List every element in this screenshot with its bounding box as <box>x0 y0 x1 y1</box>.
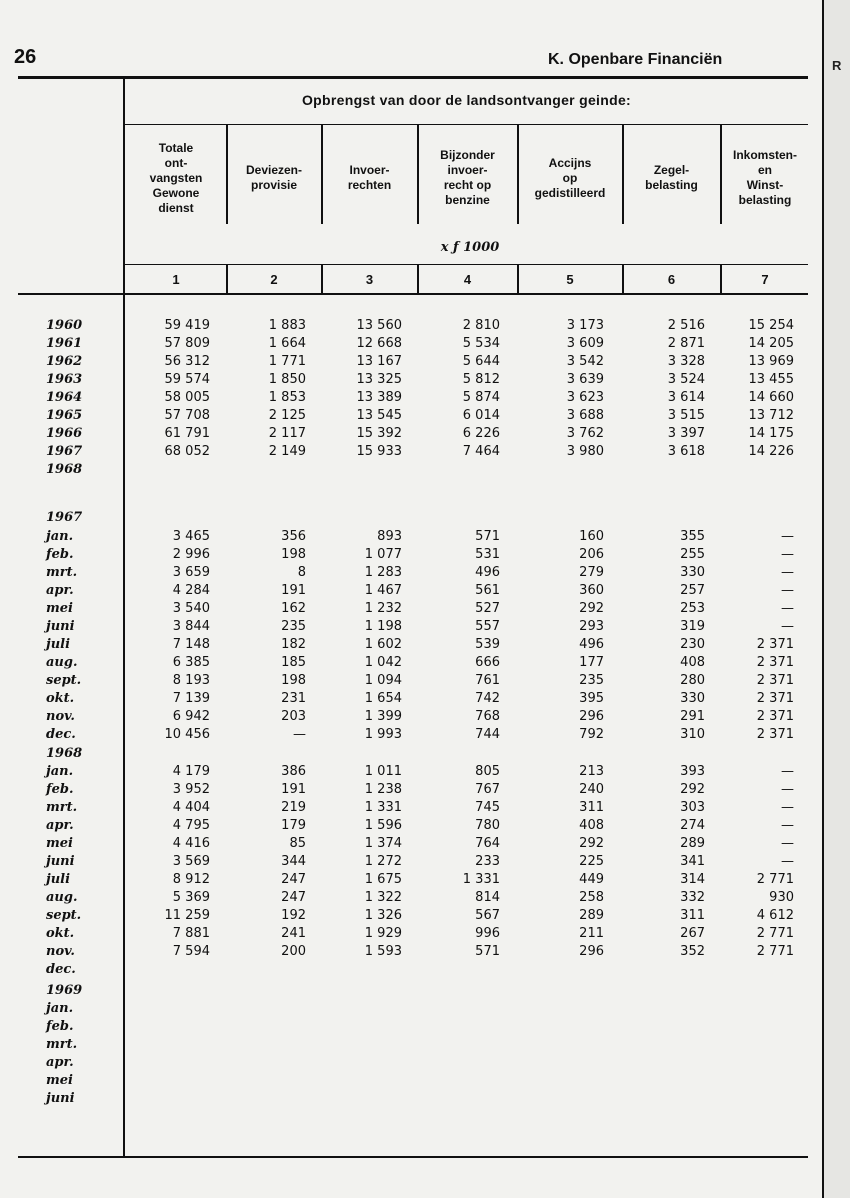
row-label: 1964 <box>46 390 83 405</box>
table-cell: 1 654 <box>364 691 402 706</box>
table-cell: 162 <box>281 601 306 616</box>
table-cell: 386 <box>281 764 306 779</box>
table-cell: 1 675 <box>364 872 402 887</box>
table-cell: 14 660 <box>748 390 794 405</box>
table-cell: 408 <box>579 818 604 833</box>
table-cell: 4 612 <box>756 908 794 923</box>
column-header-inkomsten: Inkomsten- en Winst- belasting <box>732 148 797 207</box>
table-cell: 206 <box>579 547 604 562</box>
row-label: mrt. <box>46 565 78 580</box>
table-cell: 61 791 <box>164 426 210 441</box>
table-cell: 496 <box>475 565 500 580</box>
row-label: jan. <box>46 529 74 544</box>
row-label: juni <box>46 619 75 634</box>
table-cell: — <box>781 601 794 616</box>
table-cell: 3 980 <box>566 444 604 459</box>
table-cell: 1 331 <box>364 800 402 815</box>
table-cell: 496 <box>579 637 604 652</box>
table-cell: 3 609 <box>566 336 604 351</box>
table-cell: 2 371 <box>756 709 794 724</box>
table-cell: 185 <box>281 655 306 670</box>
column-number: 4 <box>463 272 472 287</box>
column-number: 6 <box>667 272 676 287</box>
table-cell: 203 <box>281 709 306 724</box>
row-label: 1969 <box>46 983 83 998</box>
table-cell: 356 <box>281 529 306 544</box>
table-cell: 59 419 <box>164 318 210 333</box>
table-cell: 182 <box>281 637 306 652</box>
table-cell: 257 <box>680 583 705 598</box>
column-number: 2 <box>270 272 278 287</box>
table-cell: 2 771 <box>756 926 794 941</box>
table-cell: 13 389 <box>356 390 402 405</box>
table-cell: 6 014 <box>462 408 500 423</box>
table-cell: 780 <box>475 818 500 833</box>
table-cell: — <box>781 764 794 779</box>
table-cell: 192 <box>281 908 306 923</box>
row-label: 1968 <box>46 746 83 761</box>
row-label: juni <box>46 854 75 869</box>
table-cell: 666 <box>475 655 500 670</box>
table-cell: 768 <box>475 709 500 724</box>
table-cell: 279 <box>579 565 604 580</box>
table-cell: 240 <box>579 782 604 797</box>
top-rule <box>18 76 808 79</box>
row-label: 1967 <box>46 444 83 459</box>
table-cell: 3 465 <box>172 529 210 544</box>
table-cell: 449 <box>579 872 604 887</box>
table-cell: 1 399 <box>364 709 402 724</box>
table-cell: — <box>781 565 794 580</box>
table-cell: 2 371 <box>756 655 794 670</box>
next-page-edge <box>822 0 850 1198</box>
table-cell: 13 545 <box>356 408 402 423</box>
row-label: nov. <box>46 709 75 724</box>
table-cell: 225 <box>579 854 604 869</box>
table-cell: — <box>781 836 794 851</box>
table-cell: 893 <box>377 529 402 544</box>
table-cell: 814 <box>475 890 500 905</box>
table-cell: 1 374 <box>364 836 402 851</box>
table-cell: 14 205 <box>748 336 794 351</box>
table-cell: — <box>781 547 794 562</box>
table-cell: 230 <box>680 637 705 652</box>
table-cell: 58 005 <box>164 390 210 405</box>
table-cell: 567 <box>475 908 500 923</box>
table-cell: 3 688 <box>566 408 604 423</box>
table-cell: 231 <box>281 691 306 706</box>
row-label: okt. <box>46 926 75 941</box>
row-label: nov. <box>46 944 75 959</box>
table-cell: 3 515 <box>667 408 705 423</box>
table-cell: 292 <box>680 782 705 797</box>
column-header-total: Totale ont- vangsten Gewone dienst <box>149 140 203 215</box>
table-cell: 4 404 <box>172 800 210 815</box>
table-cell: 191 <box>281 782 306 797</box>
table-cell: 352 <box>680 944 705 959</box>
column-header-accijns: Accijns op gedistilleerd <box>534 155 606 200</box>
row-label: 1960 <box>46 318 83 333</box>
table-cell: 267 <box>680 926 705 941</box>
row-label: mrt. <box>46 800 78 815</box>
table-cell: 57 708 <box>164 408 210 423</box>
table-cell: 2 771 <box>756 872 794 887</box>
table-cell: 310 <box>680 727 705 742</box>
table-cell: 7 139 <box>172 691 210 706</box>
table-cell: — <box>293 727 306 742</box>
page-title: K. Openbare Financiën <box>548 51 723 68</box>
table-cell: 344 <box>281 854 306 869</box>
table-cell: 5 644 <box>462 354 500 369</box>
table-cell: 355 <box>680 529 705 544</box>
row-label: apr. <box>46 818 74 833</box>
table-cell: 213 <box>579 764 604 779</box>
table-cell: 393 <box>680 764 705 779</box>
table-cell: 179 <box>281 818 306 833</box>
table-cell: 1 077 <box>364 547 402 562</box>
column-header-zegel: Zegel- belasting <box>645 163 698 192</box>
table-cell: 13 325 <box>356 372 402 387</box>
table-cell: 2 810 <box>462 318 500 333</box>
table-cell: 211 <box>579 926 604 941</box>
table-cell: 14 226 <box>748 444 794 459</box>
table-cell: 7 594 <box>172 944 210 959</box>
unit-label: x ƒ 1000 <box>440 240 500 255</box>
table-cell: 3 618 <box>667 444 705 459</box>
table-cell: 274 <box>680 818 705 833</box>
row-label: 1967 <box>46 510 83 525</box>
table-cell: 8 <box>297 565 306 580</box>
table-cell: 1 331 <box>462 872 500 887</box>
stub-divider <box>123 78 125 1158</box>
table-cell: 233 <box>475 854 500 869</box>
table-cell: 1 467 <box>364 583 402 598</box>
table-cell: 247 <box>281 872 306 887</box>
table-cell: 319 <box>680 619 705 634</box>
table-cell: 85 <box>289 836 306 851</box>
table-cell: 5 812 <box>462 372 500 387</box>
table-cell: 177 <box>579 655 604 670</box>
table-cell: 12 668 <box>356 336 402 351</box>
table-cell: 764 <box>475 836 500 851</box>
table-cell: 4 416 <box>172 836 210 851</box>
row-label: apr. <box>46 583 74 598</box>
table-cell: 1 238 <box>364 782 402 797</box>
row-label: mei <box>46 1073 73 1088</box>
table-cell: 291 <box>680 709 705 724</box>
table-cell: 6 942 <box>172 709 210 724</box>
table-cell: 13 969 <box>748 354 794 369</box>
table-cell: 13 712 <box>748 408 794 423</box>
table-cell: 360 <box>579 583 604 598</box>
row-label: juli <box>46 637 71 652</box>
table-cell: 13 167 <box>356 354 402 369</box>
row-label: dec. <box>46 962 76 977</box>
table-cell: 930 <box>769 890 794 905</box>
table-cell: 3 540 <box>172 601 210 616</box>
row-label: feb. <box>46 782 74 797</box>
table-cell: 292 <box>579 836 604 851</box>
table-cell: 198 <box>281 547 306 562</box>
table-cell: 561 <box>475 583 500 598</box>
table-cell: — <box>781 800 794 815</box>
row-label: 1962 <box>46 354 83 369</box>
column-header-invoerrechten: Invoer- rechten <box>347 163 392 192</box>
table-cell: 4 795 <box>172 818 210 833</box>
table-cell: 2 371 <box>756 673 794 688</box>
row-label: juni <box>46 1091 75 1106</box>
row-label: 1961 <box>46 336 83 351</box>
page-number: 26 <box>14 46 37 68</box>
row-label: apr. <box>46 1055 74 1070</box>
table-cell: 3 397 <box>667 426 705 441</box>
table-cell: 1 883 <box>268 318 306 333</box>
table-cell: 3 844 <box>172 619 210 634</box>
table-cell: 253 <box>680 601 705 616</box>
table-cell: 571 <box>475 944 500 959</box>
row-label: 1966 <box>46 426 83 441</box>
table-cell: 1 232 <box>364 601 402 616</box>
table-cell: 2 371 <box>756 727 794 742</box>
row-label: okt. <box>46 691 75 706</box>
table-cell: 1 326 <box>364 908 402 923</box>
table-cell: 1 198 <box>364 619 402 634</box>
table-cell: 5 874 <box>462 390 500 405</box>
table-cell: 330 <box>680 691 705 706</box>
table-cell: 3 524 <box>667 372 705 387</box>
table-cell: 4 179 <box>172 764 210 779</box>
table-cell: 6 226 <box>462 426 500 441</box>
table-cell: 1 853 <box>268 390 306 405</box>
row-label: sept. <box>46 673 82 688</box>
table-cell: 3 173 <box>566 318 604 333</box>
table-cell: 7 464 <box>462 444 500 459</box>
table-cell: 1 850 <box>268 372 306 387</box>
super-header: Opbrengst van door de landsontvanger geinde: <box>301 92 631 108</box>
table-cell: 160 <box>579 529 604 544</box>
table-cell: 235 <box>281 619 306 634</box>
table-cell: 2 771 <box>756 944 794 959</box>
table-cell: 2 996 <box>172 547 210 562</box>
column-number: 1 <box>172 272 180 287</box>
table-cell: 311 <box>680 908 705 923</box>
table-cell: 3 623 <box>566 390 604 405</box>
table-cell: 557 <box>475 619 500 634</box>
table-cell: 742 <box>475 691 500 706</box>
table-cell: 292 <box>579 601 604 616</box>
table-cell: 15 933 <box>356 444 402 459</box>
table-cell: 2 149 <box>268 444 306 459</box>
table-cell: 5 369 <box>172 890 210 905</box>
table-cell: 296 <box>579 944 604 959</box>
table-cell: 1 929 <box>364 926 402 941</box>
table-cell: 13 560 <box>356 318 402 333</box>
row-label: 1965 <box>46 408 83 423</box>
table-cell: — <box>781 854 794 869</box>
row-label: juli <box>46 872 71 887</box>
table-cell: 15 392 <box>356 426 402 441</box>
header-bottom-rule <box>18 293 808 295</box>
table-cell: 3 639 <box>566 372 604 387</box>
table-cell: 314 <box>680 872 705 887</box>
column-number: 5 <box>566 272 574 287</box>
column-header-benzine: Bijzonder invoer- recht op benzine <box>440 148 495 207</box>
table-cell: — <box>781 583 794 598</box>
table-cell: 3 952 <box>172 782 210 797</box>
table-cell: 11 259 <box>164 908 210 923</box>
table-cell: 13 455 <box>748 372 794 387</box>
table-cell: 395 <box>579 691 604 706</box>
column-header-deviezen: Deviezen- provisie <box>245 163 303 192</box>
row-label: mrt. <box>46 1037 78 1052</box>
row-label: jan. <box>46 764 74 779</box>
table-cell: 1 042 <box>364 655 402 670</box>
column-number: 3 <box>365 272 374 287</box>
table-cell: 1 664 <box>268 336 306 351</box>
table-cell: 1 993 <box>364 727 402 742</box>
table-cell: 5 534 <box>462 336 500 351</box>
table-cell: 2 871 <box>667 336 705 351</box>
table-cell: 1 771 <box>268 354 306 369</box>
table-cell: 1 596 <box>364 818 402 833</box>
table-cell: 8 193 <box>172 673 210 688</box>
row-label: dec. <box>46 727 76 742</box>
table-cell: 59 574 <box>164 372 210 387</box>
table-cell: 7 148 <box>172 637 210 652</box>
table-cell: 1 011 <box>364 764 402 779</box>
table-cell: 1 593 <box>364 944 402 959</box>
row-label: feb. <box>46 547 74 562</box>
edge-letter: R <box>832 58 842 73</box>
column-number: 7 <box>761 272 769 287</box>
table-cell: 15 254 <box>748 318 794 333</box>
table-cell: 3 762 <box>566 426 604 441</box>
table-cell: 57 809 <box>164 336 210 351</box>
table-cell: 303 <box>680 800 705 815</box>
table-cell: 2 371 <box>756 637 794 652</box>
table-cell: 341 <box>680 854 705 869</box>
table-cell: 767 <box>475 782 500 797</box>
table-cell: 2 516 <box>667 318 705 333</box>
table-cell: 247 <box>281 890 306 905</box>
table-cell: 241 <box>281 926 306 941</box>
table-cell: 311 <box>579 800 604 815</box>
table-cell: 3 542 <box>566 354 604 369</box>
row-label: aug. <box>46 890 78 905</box>
table-cell: 1 322 <box>364 890 402 905</box>
table-cell: 1 283 <box>364 565 402 580</box>
table-cell: 255 <box>680 547 705 562</box>
table-cell: 1 272 <box>364 854 402 869</box>
table-cell: 6 385 <box>172 655 210 670</box>
table-cell: 330 <box>680 565 705 580</box>
table-cell: 3 328 <box>667 354 705 369</box>
row-label: mei <box>46 601 73 616</box>
row-label: 1968 <box>46 462 83 477</box>
table-cell: 996 <box>475 926 500 941</box>
table-cell: 531 <box>475 547 500 562</box>
table-cell: 571 <box>475 529 500 544</box>
table-cell: 3 659 <box>172 565 210 580</box>
table-cell: 3 614 <box>667 390 705 405</box>
table-cell: 14 175 <box>748 426 794 441</box>
table-cell: 1 094 <box>364 673 402 688</box>
table-cell: 744 <box>475 727 500 742</box>
table-cell: — <box>781 529 794 544</box>
table-cell: 761 <box>475 673 500 688</box>
table-cell: — <box>781 782 794 797</box>
table-cell: 258 <box>579 890 604 905</box>
table-cell: 408 <box>680 655 705 670</box>
row-label: 1963 <box>46 372 83 387</box>
table-cell: 792 <box>579 727 604 742</box>
table-cell: 332 <box>680 890 705 905</box>
table-cell: 8 912 <box>172 872 210 887</box>
row-label: mei <box>46 836 73 851</box>
bottom-rule <box>18 1156 808 1158</box>
table-cell: — <box>781 818 794 833</box>
table-cell: 219 <box>281 800 306 815</box>
table-cell: 200 <box>281 944 306 959</box>
table-cell: 1 602 <box>364 637 402 652</box>
table-cell: 3 569 <box>172 854 210 869</box>
table-cell: 293 <box>579 619 604 634</box>
table-cell: 280 <box>680 673 705 688</box>
table-cell: 745 <box>475 800 500 815</box>
table-cell: 289 <box>579 908 604 923</box>
table-cell: 296 <box>579 709 604 724</box>
table-cell: 539 <box>475 637 500 652</box>
table-cell: 2 125 <box>268 408 306 423</box>
row-label: aug. <box>46 655 78 670</box>
table-cell: 198 <box>281 673 306 688</box>
table-cell: 805 <box>475 764 500 779</box>
table-cell: 2 371 <box>756 691 794 706</box>
table-cell: 289 <box>680 836 705 851</box>
table-cell: 10 456 <box>164 727 210 742</box>
row-label: feb. <box>46 1019 74 1034</box>
row-label: sept. <box>46 908 82 923</box>
table-cell: 235 <box>579 673 604 688</box>
table-cell: 191 <box>281 583 306 598</box>
table-cell: 2 117 <box>268 426 306 441</box>
table-cell: 527 <box>475 601 500 616</box>
row-label: jan. <box>46 1001 74 1016</box>
table-cell: 56 312 <box>164 354 210 369</box>
table-cell: 7 881 <box>172 926 210 941</box>
table-cell: 68 052 <box>164 444 210 459</box>
table-cell: — <box>781 619 794 634</box>
table-cell: 4 284 <box>172 583 210 598</box>
